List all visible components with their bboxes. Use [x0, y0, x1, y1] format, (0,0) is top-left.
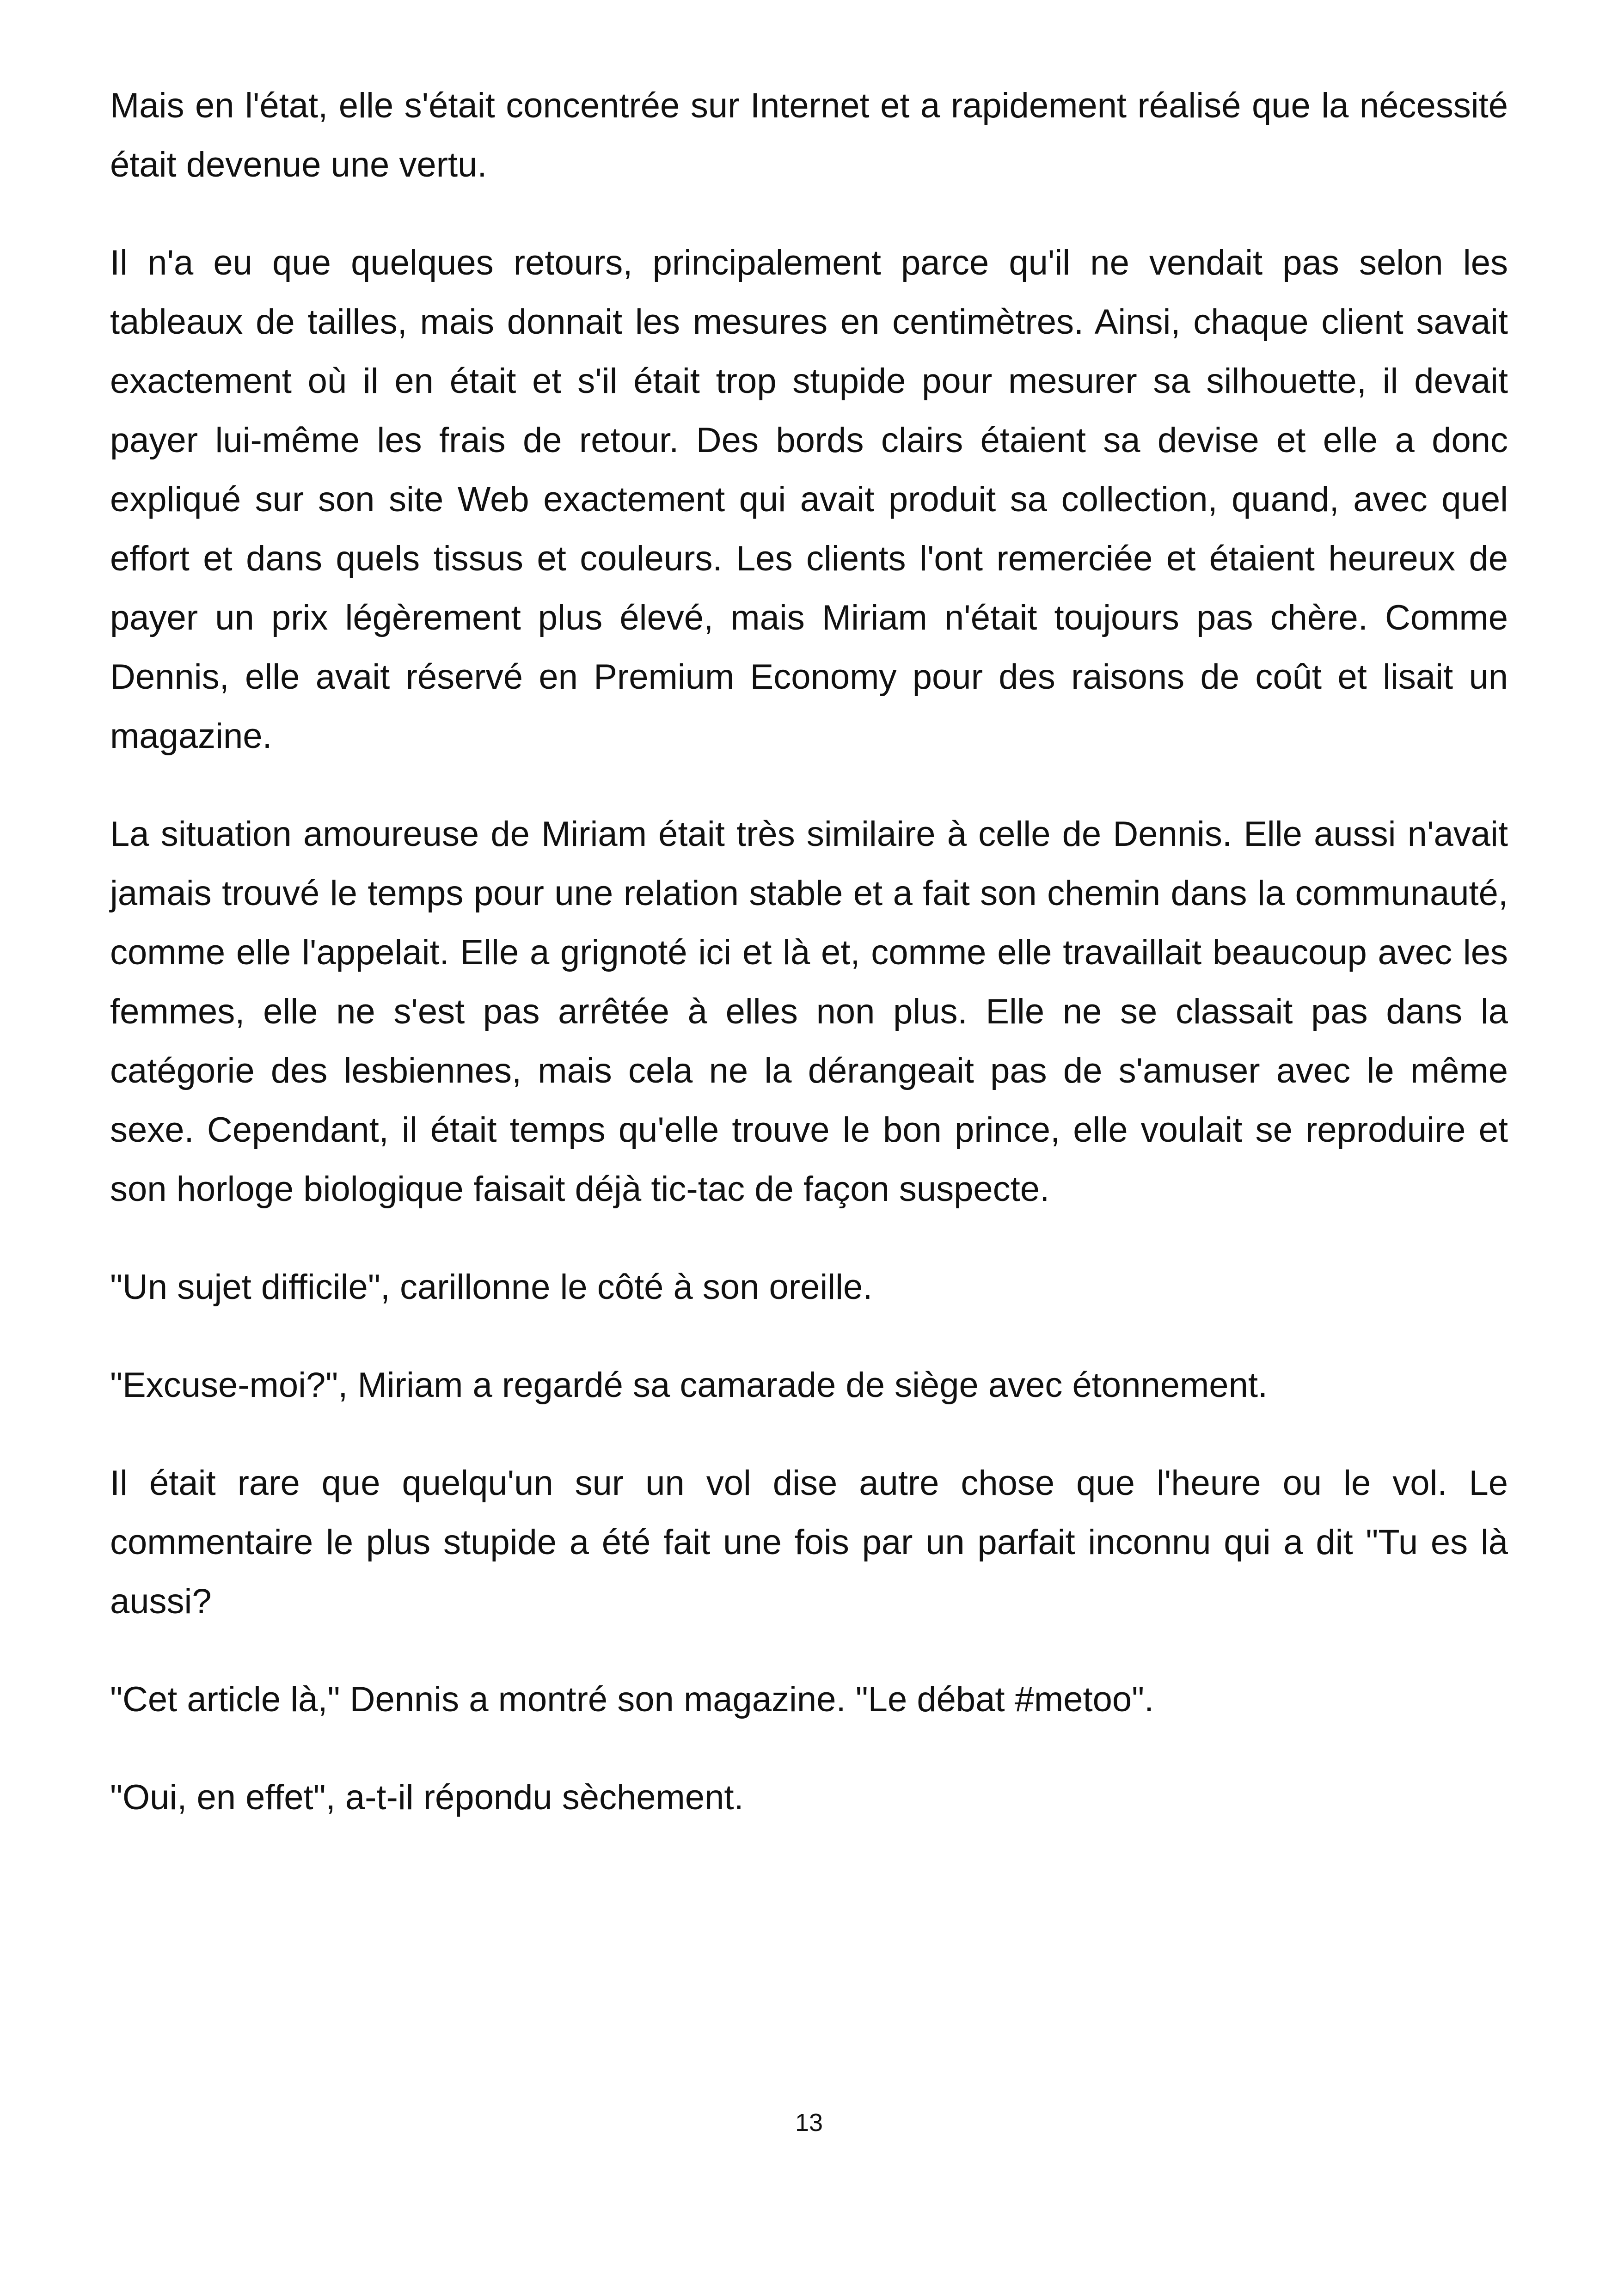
paragraph-1: Mais en l'état, elle s'était concentrée sur Internet et a rapidement réalisé que la nécessité était devenue une vertu.: [110, 86, 1508, 184]
page-number: 13: [795, 2109, 823, 2137]
paragraph-5: "Excuse-moi?", Miriam a regardé sa camarade de siège avec étonnement.: [110, 1365, 1268, 1405]
paragraph-8: "Oui, en effet", a-t-il répondu sèchement.: [110, 1778, 744, 1817]
paragraph-2: Il n'a eu que quelques retours, principalement parce qu'il ne vendait pas selon les tableaux de tailles, mais donnait les mesures en centimètres. Ainsi, chaque client savait exactement où il en était et s'il était trop stupide pour mesurer sa silhouette, il devait payer lui-même les frais de retour. Des bords clairs étaient sa devise et elle a donc expliqué sur son site Web exactement qui avait produit sa collection, quand, avec quel effort et dans quels tissus et couleurs. Les clients l'ont remerciée et étaient heureux de payer un prix légèrement plus élevé, mais Miriam n'était toujours pas chère. Comme Dennis, elle avait réservé en Premium Economy pour des raisons de coût et lisait un magazine.: [110, 243, 1508, 756]
body-text: [110, 76, 1508, 1866]
paragraph-3: La situation amoureuse de Miriam était très similaire à celle de Dennis. Elle aussi n'avait jamais trouvé le temps pour une relation stable et a fait son chemin dans la communauté, comme elle l'appelait. Elle a grignoté ici et là et, comme elle travaillait beaucoup avec les femmes, elle ne s'est pas arrêtée à elles non plus. Elle ne se classait pas dans la catégorie des lesbiennes, mais cela ne la dérangeait pas de s'amuser avec le même sexe. Cependant, il était temps qu'elle trouve le bon prince, elle voulait se reproduire et son horloge biologique faisait déjà tic-tac de façon suspecte.: [110, 814, 1508, 1209]
paragraph-6: Il était rare que quelqu'un sur un vol dise autre chose que l'heure ou le vol. Le commentaire le plus stupide a été fait une fois par un parfait inconnu qui a dit "Tu es là aussi?: [110, 1463, 1508, 1621]
paragraph-4: "Un sujet difficile", carillonne le côté à son oreille.: [110, 1267, 873, 1307]
paragraph-7: "Cet article là," Dennis a montré son magazine. "Le débat #metoo".: [110, 1680, 1154, 1719]
